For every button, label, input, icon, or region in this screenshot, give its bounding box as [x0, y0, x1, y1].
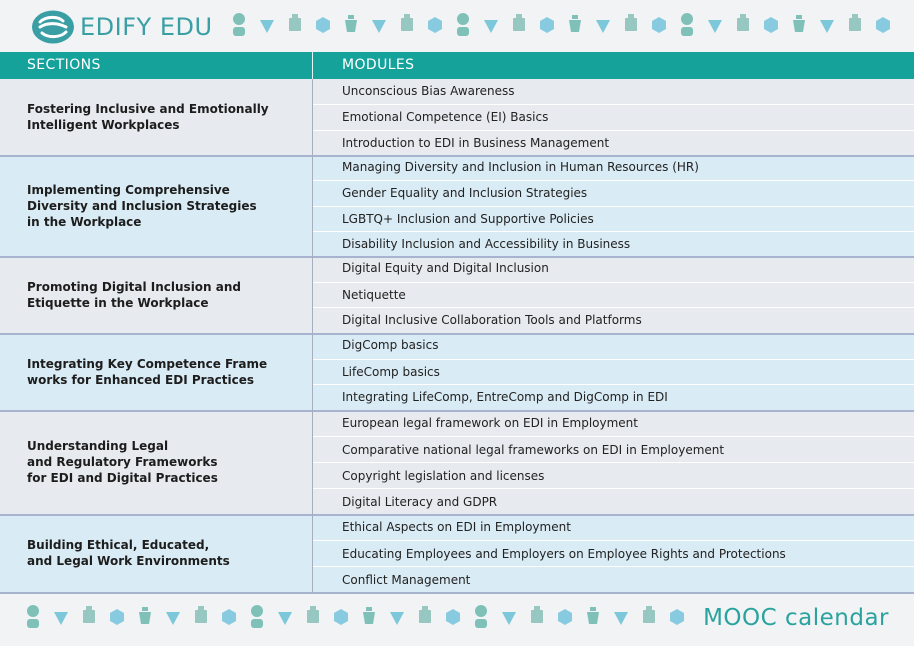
section-cell — [0, 410, 312, 514]
hexagon-icon — [874, 12, 892, 38]
decorative-shapes-bottom — [24, 604, 689, 634]
module-title: Unconscious Bias Awareness — [342, 84, 515, 98]
module-title: Gender Equality and Inclusion Strategies — [342, 186, 588, 201]
hexagon-icon — [426, 12, 444, 38]
section-cell — [0, 79, 312, 155]
cup-icon — [342, 12, 360, 38]
module-row — [313, 130, 914, 156]
module-title: DigComp basics — [342, 338, 439, 352]
module-row — [313, 256, 914, 282]
module-title: Digital Equity and Digital Inclusion — [342, 261, 549, 275]
square-icon — [398, 12, 416, 38]
module-row — [313, 410, 914, 436]
triangle-down-icon — [370, 12, 388, 38]
person-icon — [472, 604, 490, 630]
module-row — [313, 206, 914, 232]
square-icon — [640, 604, 658, 630]
person-icon — [454, 12, 472, 38]
hexagon-icon — [314, 12, 332, 38]
module-title: European legal framework on EDI in Employment — [342, 416, 638, 430]
module-row — [313, 566, 914, 593]
triangle-down-icon — [52, 604, 70, 630]
module-row — [313, 540, 914, 567]
triangle-down-icon — [706, 12, 724, 38]
module-row — [313, 488, 914, 515]
section-title: Integrating Key Competence Frame works for Enhanced EDI Practices — [27, 356, 268, 387]
module-row — [313, 79, 914, 104]
module-title: Netiquette — [342, 287, 406, 302]
section-group — [0, 256, 914, 333]
triangle-down-icon — [482, 12, 500, 38]
person-icon — [230, 12, 248, 38]
section-group — [0, 514, 914, 592]
hexagon-icon — [556, 604, 574, 630]
person-icon — [678, 12, 696, 38]
square-icon — [304, 604, 322, 630]
sections-column-header: SECTIONS — [27, 57, 101, 73]
module-title: Copyright legislation and licenses — [342, 469, 545, 483]
module-row — [313, 155, 914, 180]
module-row — [313, 514, 914, 540]
brand-logo — [30, 9, 213, 45]
module-title: LifeComp basics — [342, 364, 440, 379]
triangle-down-icon — [612, 604, 630, 630]
module-row — [313, 307, 914, 334]
section-title: Understanding Legal and Regulatory Frameworks for EDI and Digital Practices — [27, 439, 218, 485]
page-header — [0, 0, 914, 52]
module-title: Comparative national legal frameworks on EDI in Employement — [342, 443, 725, 457]
course-table — [0, 79, 914, 592]
hexagon-icon — [650, 12, 668, 38]
square-icon — [846, 12, 864, 38]
cup-icon — [566, 12, 584, 38]
module-title: Introduction to EDI in Business Management — [342, 135, 610, 150]
logo-mark-icon — [30, 9, 76, 45]
hexagon-icon — [108, 604, 126, 630]
square-icon — [192, 604, 210, 630]
module-row — [313, 231, 914, 257]
section-title: Promoting Digital Inclusion and Etiquette in the Workplace — [27, 279, 241, 310]
module-title: Conflict Management — [342, 573, 471, 587]
square-icon — [734, 12, 752, 38]
brand-name: EDIFY EDU — [80, 13, 213, 41]
module-row — [313, 282, 914, 309]
module-row — [313, 359, 914, 386]
module-row — [313, 384, 914, 411]
module-row — [313, 333, 914, 359]
section-group — [0, 333, 914, 410]
section-cell — [0, 333, 312, 410]
page-footer — [0, 594, 914, 646]
triangle-down-icon — [500, 604, 518, 630]
module-row — [313, 104, 914, 130]
module-title: Digital Inclusive Collaboration Tools and Platforms — [342, 313, 642, 328]
decorative-shapes-top — [230, 12, 895, 42]
module-title: LGBTQ+ Inclusion and Supportive Policies — [342, 211, 594, 226]
section-title: Building Ethical, Educated, and Legal Work Environments — [27, 538, 230, 568]
table-header — [0, 52, 914, 79]
triangle-down-icon — [594, 12, 612, 38]
section-title: Implementing Comprehensive Diversity and Inclusion Strategies in the Workplace — [27, 182, 257, 229]
module-title: Educating Employees and Employers on Employee Rights and Protections — [342, 547, 786, 561]
hexagon-icon — [762, 12, 780, 38]
square-icon — [510, 12, 528, 38]
cup-icon — [136, 604, 154, 630]
hexagon-icon — [668, 604, 686, 630]
cup-icon — [360, 604, 378, 630]
module-title: Emotional Competence (EI) Basics — [342, 110, 549, 125]
section-group — [0, 410, 914, 514]
module-title: Ethical Aspects on EDI in Employment — [342, 520, 571, 534]
triangle-down-icon — [818, 12, 836, 38]
triangle-down-icon — [276, 604, 294, 630]
hexagon-icon — [332, 604, 350, 630]
person-icon — [248, 604, 266, 630]
section-cell — [0, 155, 312, 256]
hexagon-icon — [220, 604, 238, 630]
section-group — [0, 155, 914, 256]
module-title: Integrating LifeComp, EntreComp and DigComp in EDI — [342, 390, 668, 405]
section-title: Fostering Inclusive and Emotionally Intelligent Workplaces — [27, 102, 269, 132]
person-icon — [24, 604, 42, 630]
square-icon — [528, 604, 546, 630]
triangle-down-icon — [388, 604, 406, 630]
triangle-down-icon — [258, 12, 276, 38]
square-icon — [80, 604, 98, 630]
column-divider — [312, 52, 313, 79]
module-title: Digital Literacy and GDPR — [342, 495, 498, 509]
cup-icon — [790, 12, 808, 38]
modules-column-header: MODULES — [342, 57, 415, 73]
hexagon-icon — [538, 12, 556, 38]
square-icon — [416, 604, 434, 630]
module-row — [313, 436, 914, 463]
module-row — [313, 462, 914, 489]
cup-icon — [584, 604, 602, 630]
footer-title: MOOC calendar — [703, 605, 889, 631]
section-cell — [0, 256, 312, 333]
module-title: Managing Diversity and Inclusion in Human Resources (HR) — [342, 160, 699, 174]
section-cell — [0, 514, 312, 592]
module-title: Disability Inclusion and Accessibility in Business — [342, 236, 631, 251]
section-group — [0, 79, 914, 155]
hexagon-icon — [444, 604, 462, 630]
square-icon — [286, 12, 304, 38]
triangle-down-icon — [164, 604, 182, 630]
square-icon — [622, 12, 640, 38]
module-row — [313, 180, 914, 206]
